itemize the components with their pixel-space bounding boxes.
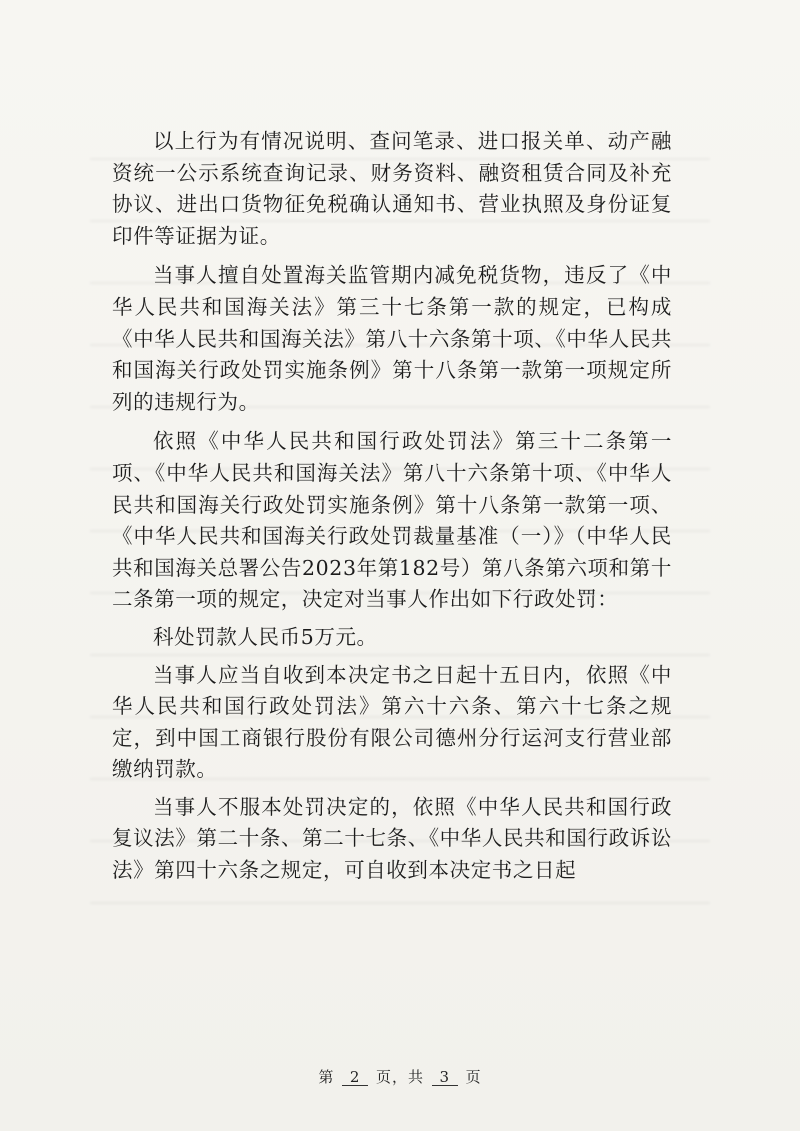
paragraph-penalty: 科处罚款人民币5万元。: [153, 624, 378, 649]
paragraph-payment: 当事人应当自收到本决定书之日起十五日内，依照《中华人民共和国行政处罚法》第六十六条、第六十七条之规定，到中国工商银行股份有限公司德州分行运河支行营业部缴纳罚款。: [112, 662, 672, 782]
document-body: [112, 126, 672, 887]
footer-prefix: 第: [318, 1068, 335, 1086]
paragraph-evidence: 以上行为有情况说明、查问笔录、进口报关单、动产融资统一公示系统查询记录、财务资料、融资租赁合同及补充协议、进出口货物征免税确认通知书、营业执照及身份证复印件等证据为证。: [112, 129, 672, 248]
paragraph-violation: 当事人擅自处置海关监管期内减免税货物，违反了《中华人民共和国海关法》第三十七条第一款的规定，已构成《中华人民共和国海关法》第八十六条第十项、《中华人民共和国海关行政处罚实施条例》第十八条第一款第一项规定所列的违规行为。: [112, 263, 672, 414]
paragraph-legal-basis: 依照《中华人民共和国行政处罚法》第三十二条第一项、《中华人民共和国海关法》第八十六条第十项、《中华人民共和国海关行政处罚实施条例》第十八条第一款第一项、《中华人民共和国海关行政处罚裁量基准（一）》（中华人民共和国海关总署公告2023年第182号）第八条第六项和第十二条第一项的规定，决定对当事人作出如下行政处罚：: [112, 429, 672, 612]
paragraph-appeal: 当事人不服本处罚决定的，依照《中华人民共和国行政复议法》第二十条、第二十七条、《中华人民共和国行政诉讼法》第四十六条之规定，可自收到本决定书之日起: [112, 794, 672, 883]
total-pages-number: 3: [432, 1069, 458, 1086]
footer-middle: 页，共: [375, 1068, 424, 1086]
footer-suffix: 页: [465, 1068, 482, 1086]
page-number-footer: [0, 1066, 800, 1087]
current-page-number: 2: [342, 1069, 368, 1086]
